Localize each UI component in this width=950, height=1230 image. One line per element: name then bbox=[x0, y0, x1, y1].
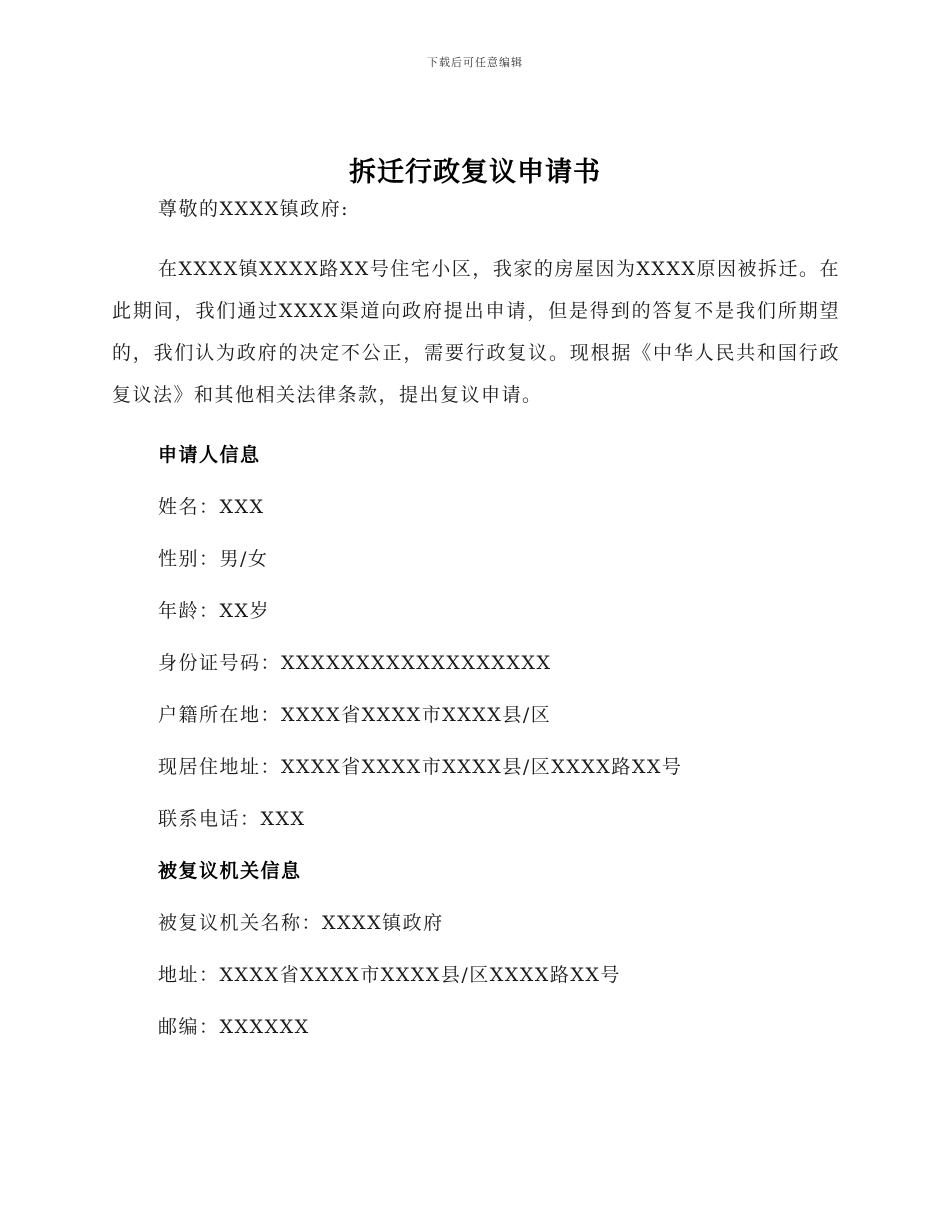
applicant-section-heading: 申请人信息 bbox=[158, 444, 261, 466]
applicant-phone-field: 联系电话：XXX bbox=[158, 808, 306, 830]
applicant-name-field: 姓名：XXX bbox=[158, 496, 265, 518]
document-body bbox=[112, 196, 840, 1066]
respondent-section-heading: 被复议机关信息 bbox=[158, 860, 302, 882]
applicant-household-registration-field: 户籍所在地：XXXX省XXXX市XXXX县/区 bbox=[158, 704, 552, 726]
applicant-age-field: 年龄：XX岁 bbox=[158, 600, 271, 622]
header-note: 下载后可任意编辑 bbox=[427, 56, 523, 69]
applicant-id-number-field: 身份证号码：XXXXXXXXXXXXXXXXXX bbox=[158, 652, 552, 674]
salutation: 尊敬的XXXX镇政府: bbox=[158, 198, 350, 220]
applicant-gender-field: 性别：男/女 bbox=[158, 548, 269, 570]
respondent-name-field: 被复议机关名称：XXXX镇政府 bbox=[158, 912, 444, 934]
intro-paragraph: 在XXXX镇XXXX路XX号住宅小区，我家的房屋因为XXXX原因被拆迁。在此期间，我们通过XXXX渠道向政府提出申请，但是得到的答复不是我们所期望的，我们认为政府的决定不公正，需要行政复议。现根据《中华人民共和国行政复议法》和其他相关法律条款，提出复议申请。 bbox=[112, 258, 840, 406]
respondent-postcode-field: 邮编：XXXXXX bbox=[158, 1016, 310, 1038]
applicant-current-address-field: 现居住地址：XXXX省XXXX市XXXX县/区XXXX路XX号 bbox=[158, 756, 683, 778]
respondent-address-field: 地址：XXXX省XXXX市XXXX县/区XXXX路XX号 bbox=[158, 964, 621, 986]
document-title: 拆迁行政复议申请书 bbox=[349, 157, 601, 188]
